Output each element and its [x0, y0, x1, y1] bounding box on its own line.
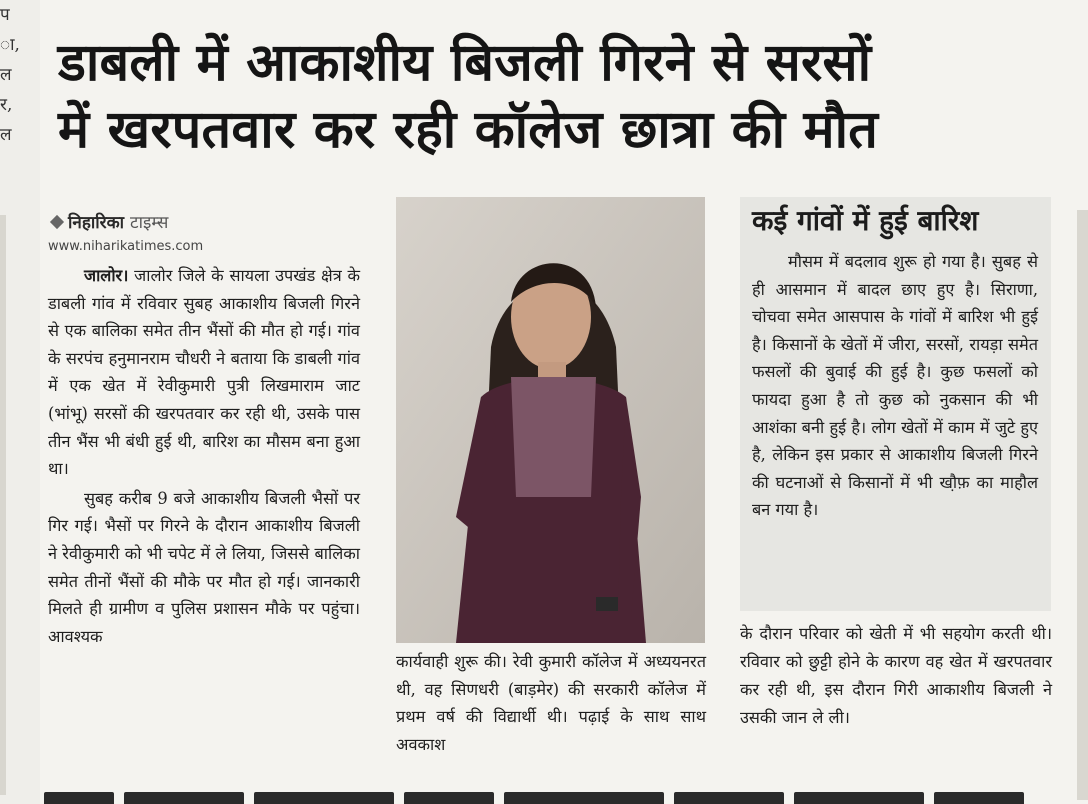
article-column-2: [396, 648, 706, 758]
cutoff-glyph: [794, 792, 924, 804]
adjacent-column-fragments: [0, 0, 20, 150]
fragment-text: ा,: [0, 35, 20, 55]
sidebar-box-body: [752, 248, 1038, 524]
fragment-text: र,: [0, 95, 13, 115]
brand-name: [48, 210, 348, 233]
headline-line-1: डाबली में आकाशीय बिजली गिरने से सरसों: [58, 33, 872, 93]
article-paragraph-2: सुबह करीब 9 बजे आकाशीय बिजली भैसों पर गिर गई। भैसों पर गिरने के दौरान आकाशीय बिजली ने रेवीकुमारी को भी चपेट में ले लिया, जिससे बालिका समेत तीनों भैंसों की मौके पर मौत हो गई। जानकारी मिलते ही ग्रामीण व पुलिस प्रशासन मौके पर पहुंचा। आवश्यक: [48, 488, 360, 646]
sidebar-box-paragraph: मौसम में बदलाव शुरू हो गया है। सुबह से ही आसमान में बादल छाए हुए है। सिराणा, चोचवा समेत आसपास के गांवों में बारिश भी हुई है। किसानों के खेतों में जीरा, सरसों, रायड़ा समेत फसलों की बुवाई की हुई है। कुछ फसलों को फायदा हुआ है तो कुछ को नुकसान की भी आशंका बनी हुई है। लोग खेतों में काम में जुटे हुए है, लेकिन इस प्रकार से आकाशीय बिजली गिरने की घटनाओं से किसानों में भी खौ़फ़ का माहौल बन गया है।: [752, 252, 1038, 520]
cutoff-glyph: [254, 792, 394, 804]
brand-name-suffix: टाइम्स: [130, 213, 169, 233]
column-rule-left: [0, 215, 6, 795]
diamond-icon: [50, 215, 64, 229]
publication-brand: [48, 210, 348, 254]
news-photo: [396, 197, 705, 643]
cutoff-glyph: [404, 792, 494, 804]
cutoff-glyph: [934, 792, 1024, 804]
headline-line-2: में खरपतवार कर रही कॉलेज छात्रा की मौत: [58, 100, 879, 160]
photo-illustration: [396, 197, 705, 643]
fragment-text: प: [0, 5, 10, 25]
dateline: जालोर।: [84, 266, 129, 285]
article-paragraph-3: कार्यवाही शुरू की। रेवी कुमारी कॉलेज में अध्ययनरत थी, वह सिणधरी (बाड़मेर) की सरकारी कॉलेज में प्रथम वर्ष की विद्यार्थी थी। पढ़ाई के साथ साथ अवकाश: [396, 652, 706, 754]
article-column-3: [740, 620, 1052, 732]
article-paragraph-1: [48, 262, 360, 483]
article-column-1: [48, 262, 360, 650]
article-paragraph-4: के दौरान परिवार को खेती में भी सहयोग करती थी। रविवार को छुट्टी होने के कारण वह खेत में खरपतवार कर रही थी, इस दौरान गिरी आकाशीय बिजली ने उसकी जान ले ली।: [740, 624, 1052, 727]
cutoff-glyph: [44, 792, 114, 804]
next-headline-cutoff: [44, 786, 1088, 804]
brand-name-main: निहारिका: [68, 213, 125, 233]
headline: [58, 30, 1068, 164]
cutoff-glyph: [124, 792, 244, 804]
fragment-text: ल: [0, 65, 12, 85]
article-paragraph-1-text: जालोर जिले के सायला उपखंड क्षेत्र के डाबली गांव में रविवार सुबह आकाशीय बिजली गिरने से एक बालिका समेत तीन भैंसों की मौत हो गई। गांव के सरपंच हनुमानराम चौधरी ने बताया कि डाबली गांव में एक खेत में रेवीकुमारी पुत्री लिखमाराम जाट (भांभू) सरसों की खरपतवार कर रही थी, उसके पास तीन भैंस भी बंधी हुई थी, बारिश का मौसम बना हुआ था।: [48, 266, 360, 479]
cutoff-glyph: [674, 792, 784, 804]
adjacent-page-edge: [1077, 210, 1088, 800]
fragment-text: ल: [0, 125, 12, 145]
sidebar-box-title: कई गांवों में हुई बारिश: [752, 204, 979, 237]
cutoff-glyph: [504, 792, 664, 804]
brand-url: www.niharikatimes.com: [48, 239, 204, 254]
